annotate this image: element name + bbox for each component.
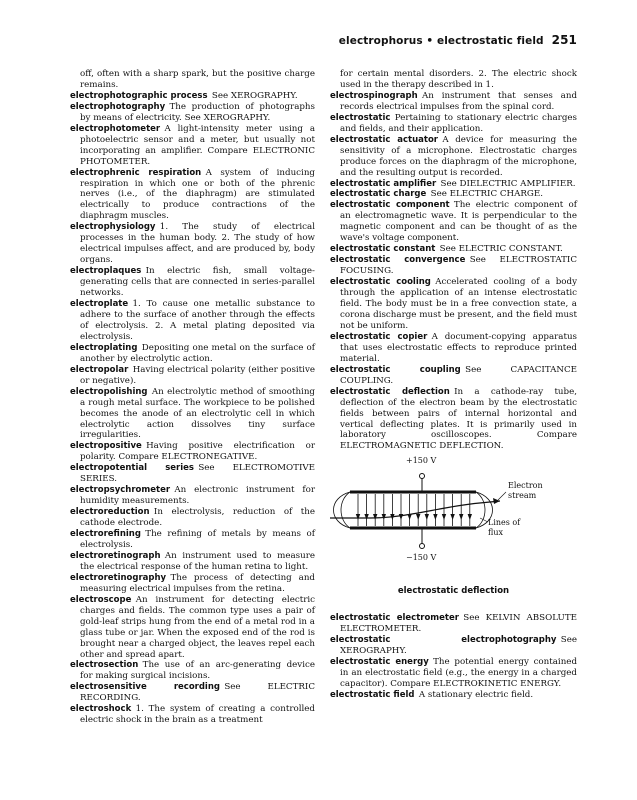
entry-term: electrosection bbox=[70, 660, 139, 671]
entry-definition: The use of an arc-generating device for making surgical incisions. bbox=[80, 660, 315, 682]
dictionary-entry bbox=[70, 168, 315, 223]
left-fringe-flux-inner bbox=[341, 492, 350, 528]
entry-definition: An electronic instrument for humidity measurements. bbox=[80, 485, 315, 507]
entry-definition: 1. To cause one metallic substance to adhere to the surface of another through the effects of electrolysis. 2. A metal plating deposited via electrolysis. bbox=[80, 299, 315, 342]
entry-term: electropolar bbox=[70, 364, 129, 375]
entry-definition: A device for measuring the sensitivity of a microphone. Electrostatic charges produce forces on the diaphragm of the microphone, and the resulting output is recorded. bbox=[340, 134, 577, 178]
entry-term: electroshock bbox=[70, 704, 132, 715]
entry-definition: See ELECTROMOTIVE SERIES. bbox=[80, 463, 315, 485]
dictionary-entry bbox=[70, 704, 315, 726]
flux-arrow bbox=[399, 514, 403, 520]
left-column bbox=[70, 69, 315, 726]
entry-term: electrostatic coupling bbox=[330, 364, 461, 375]
dictionary-entry bbox=[330, 135, 577, 179]
entry-term: electrostatic electrometer bbox=[330, 613, 459, 624]
entry-definition: The production of photographs by means of electricity. See XEROGRAPHY. bbox=[80, 101, 315, 123]
dictionary-entry bbox=[330, 189, 577, 200]
entry-definition: See XEROGRAPHY. bbox=[340, 635, 577, 657]
entry-definition: The potential energy contained in an electrostatic field (e.g., the energy in a charged capacitor). Compare ELECTROKINETIC ENERGY. bbox=[340, 657, 578, 690]
dictionary-entry bbox=[330, 200, 577, 244]
right-column bbox=[330, 69, 577, 701]
bottom-terminal bbox=[420, 544, 425, 549]
entry-term: electrostatic charge bbox=[330, 189, 427, 200]
entry-term: electrostatic field bbox=[330, 689, 415, 700]
entry-term: electroscope bbox=[70, 594, 132, 605]
entry-definition: off, often with a sharp spark, but the positive charge remains. bbox=[80, 69, 315, 90]
entry-definition: An electrolytic method of smoothing a rough metal surface. The workpiece to be polished becomes the anode of an electrolytic cell in which electrolytic action dissolves tiny surface irregularities. bbox=[80, 386, 315, 441]
flux-arrow bbox=[468, 514, 472, 520]
dictionary-entry bbox=[70, 507, 315, 529]
entry-term: electropolishing bbox=[70, 386, 148, 397]
dictionary-entry bbox=[70, 441, 315, 463]
entry-definition: An instrument that senses and records electrical impulses from the spinal cord. bbox=[340, 90, 577, 112]
electron-stream-path bbox=[330, 501, 500, 518]
flux-arrow bbox=[459, 514, 463, 520]
entry-definition: A stationary electric field. bbox=[418, 689, 534, 700]
flux-label-2: flux bbox=[488, 528, 503, 538]
flux-lines bbox=[356, 494, 472, 526]
dictionary-entry bbox=[70, 91, 315, 102]
dictionary-entry bbox=[330, 113, 577, 135]
right-fringe-flux-inner bbox=[476, 492, 485, 528]
deflection-diagram bbox=[330, 462, 577, 582]
dictionary-entry bbox=[330, 613, 577, 635]
dictionary-entry bbox=[330, 332, 577, 365]
entry-term: electrophotographic process bbox=[70, 90, 208, 101]
entry-term: electroplate bbox=[70, 299, 129, 310]
entry-definition: The process of detecting and measuring electrical impulses from the retina. bbox=[80, 572, 315, 594]
entry-definition: See ELECTRIC CHARGE. bbox=[430, 189, 543, 200]
entry-term: electropsychrometer bbox=[70, 485, 171, 496]
dictionary-entry bbox=[70, 69, 315, 91]
entry-term: electroretinograph bbox=[70, 550, 161, 561]
dictionary-entry bbox=[70, 365, 315, 387]
entry-definition: See ELECTROSTATIC FOCUSING. bbox=[340, 255, 578, 277]
entry-definition: In electrolysis, reduction of the cathode electrode. bbox=[80, 507, 315, 529]
dictionary-entry bbox=[330, 635, 577, 657]
entry-term: electrostatic copier bbox=[330, 331, 428, 342]
entry-term: electrospinograph bbox=[330, 90, 418, 101]
flux-arrow bbox=[364, 514, 368, 520]
entry-definition: A document-copying apparatus that uses electrostatic effects to reproduce printed material. bbox=[340, 331, 577, 364]
entry-term: electrophrenic respiration bbox=[70, 167, 202, 178]
dictionary-entry bbox=[330, 91, 577, 113]
entry-definition: See DIELECTRIC AMPLIFIER. bbox=[440, 178, 576, 189]
dictionary-entry bbox=[330, 179, 577, 190]
entry-definition: 1. The study of electrical processes in the human body. 2. The study of how electrical impulses affect, and are produced by, body organs. bbox=[80, 222, 315, 266]
entry-term: electrostatic constant bbox=[330, 244, 436, 255]
entry-term: electropotential series bbox=[70, 463, 194, 474]
entry-definition: A system of inducing respiration in which one or both of the phrenic nerves (i.e., of the diaphragm) are stimulated electrically to produce contractions of the diaphragm muscles. bbox=[80, 167, 315, 222]
entry-term: electropositive bbox=[70, 441, 142, 452]
entry-term: electroreduction bbox=[70, 507, 150, 518]
entry-definition: See ELECTRIC CONSTANT. bbox=[439, 244, 563, 255]
entry-definition: An instrument used to measure the electrical response of the human retina to light. bbox=[80, 550, 315, 572]
entry-definition: The electric component of an electromagnetic wave. It is perpendicular to the magnetic component and can be thought of as the wave's voltage component. bbox=[340, 200, 577, 244]
dictionary-entry bbox=[70, 529, 315, 551]
entry-definition: In a cathode-ray tube, deflection of the electron beam by the electrostatic fields between pairs of internal horizontal and vertical deflecting plates. It is primarily used in laboratory oscilloscopes. Compare ELECTROMAGNETIC DEFLECTION. bbox=[340, 386, 577, 452]
entry-term: electrostatic bbox=[330, 112, 391, 123]
dictionary-entry bbox=[70, 343, 315, 365]
dictionary-entry bbox=[330, 69, 577, 91]
entry-term: electrosensitive recording bbox=[70, 682, 220, 693]
entry-definition: The refining of metals by means of electrolysis. bbox=[80, 529, 315, 550]
entry-definition: An instrument for detecting electric charges and fields. The common type uses a pair of gold-leaf strips hung from the end of a metal rod in a glass tube or jar. When the exposed end of the rod is brought near a charged object, the leaves repel each other and spread apart. bbox=[80, 594, 315, 660]
entry-definition: 1. The system of creating a controlled electric shock in the brain as a treatment bbox=[80, 704, 315, 726]
dictionary-entry bbox=[70, 299, 315, 343]
running-head bbox=[339, 33, 577, 47]
dictionary-entry bbox=[70, 266, 315, 299]
dictionary-entry bbox=[330, 277, 577, 332]
dictionary-entry bbox=[330, 387, 577, 453]
entry-definition: for certain mental disorders. 2. The electric shock used in the therapy described in 1. bbox=[340, 69, 577, 90]
entry-definition: Depositing one metal on the surface of another by electrolytic action. bbox=[80, 342, 315, 364]
entry-term: electrorefining bbox=[70, 529, 141, 540]
flux-arrow bbox=[442, 514, 446, 520]
entry-term: electrostatic convergence bbox=[330, 255, 466, 266]
entry-term: electrophotography bbox=[70, 101, 166, 112]
top-terminal bbox=[420, 474, 425, 479]
entry-definition: See ELECTRIC RECORDING. bbox=[80, 682, 315, 704]
flux-label: Lines of bbox=[488, 518, 521, 528]
running-head-title: electrophorus • electrostatic field bbox=[338, 35, 544, 47]
entry-definition: Having electrical polarity (either positive or negative). bbox=[80, 364, 315, 386]
entry-term: electrostatic actuator bbox=[330, 134, 438, 145]
bottom-voltage-label: −150 V bbox=[406, 553, 437, 563]
entry-term: electrostatic deflection bbox=[330, 386, 450, 397]
dictionary-entry bbox=[330, 244, 577, 255]
entry-term: electrophotometer bbox=[70, 123, 161, 134]
dictionary-entry bbox=[330, 657, 577, 690]
right-column-top-entries bbox=[330, 69, 577, 452]
dictionary-entry bbox=[330, 365, 577, 387]
entry-definition: See XEROGRAPHY. bbox=[211, 90, 298, 101]
flux-arrow bbox=[425, 514, 429, 520]
entry-term: electrostatic electrophotography bbox=[330, 635, 557, 646]
entry-definition: Pertaining to stationary electric charges and fields, and their application. bbox=[340, 112, 577, 134]
dictionary-entry bbox=[70, 124, 315, 168]
entry-term: electroretinography bbox=[70, 572, 167, 583]
entry-term: electroplaques bbox=[70, 266, 142, 277]
entry-definition: Accelerated cooling of a body through the application of an intense electrostatic field. The body must be in a free convection state, a corona discharge must be present, and the field must not be uniform. bbox=[340, 277, 577, 331]
electron-stream-label: Electron bbox=[508, 481, 543, 491]
entry-definition: In electric fish, small voltage-generating cells that are connected in series-parallel networks. bbox=[80, 266, 315, 299]
flux-arrow bbox=[356, 514, 360, 520]
flux-arrow bbox=[450, 514, 454, 520]
entry-term: electroplating bbox=[70, 342, 138, 353]
dictionary-entry bbox=[70, 551, 315, 573]
dictionary-entry bbox=[70, 573, 315, 595]
entry-term: electrostatic cooling bbox=[330, 277, 431, 288]
dictionary-entry bbox=[70, 387, 315, 442]
entry-definition: Having positive electrification or polarity. Compare ELECTRONEGATIVE. bbox=[80, 441, 315, 463]
dictionary-entry bbox=[70, 682, 315, 704]
dictionary-entry bbox=[70, 463, 315, 485]
flux-arrow bbox=[433, 514, 437, 520]
entry-definition: A light-intensity meter using a photoelectric sensor and a meter, but usually not incorporating an amplifier. Compare ELECTRONIC PHOTOMETER. bbox=[80, 123, 315, 167]
flux-arrow bbox=[416, 514, 420, 520]
figure-caption: electrostatic deflection bbox=[397, 586, 510, 597]
left-fringe-flux bbox=[334, 492, 351, 528]
dictionary-entry bbox=[70, 660, 315, 682]
entry-term: electrostatic amplifier bbox=[330, 178, 437, 189]
entry-term: electrostatic component bbox=[330, 200, 450, 211]
right-column-bottom-entries bbox=[330, 613, 577, 701]
entry-definition: See CAPACITANCE COUPLING. bbox=[340, 364, 578, 386]
entry-term: electrophysiology bbox=[70, 222, 156, 233]
dictionary-entry bbox=[70, 485, 315, 507]
dictionary-entry bbox=[70, 222, 315, 266]
electron-stream-label-2: stream bbox=[508, 491, 537, 501]
dictionary-entry bbox=[70, 595, 315, 661]
stream-leader bbox=[498, 492, 506, 500]
dictionary-entry bbox=[330, 690, 577, 701]
entry-term: electrostatic energy bbox=[330, 657, 429, 668]
dictionary-entry bbox=[70, 102, 315, 124]
page-number: 251 bbox=[551, 33, 577, 47]
deflection-figure bbox=[330, 456, 577, 582]
entry-definition: See KELVIN ABSOLUTE ELECTROMETER. bbox=[340, 613, 577, 635]
flux-arrow bbox=[373, 514, 377, 520]
top-voltage-label: +150 V bbox=[406, 456, 437, 466]
dictionary-entry bbox=[330, 255, 577, 277]
